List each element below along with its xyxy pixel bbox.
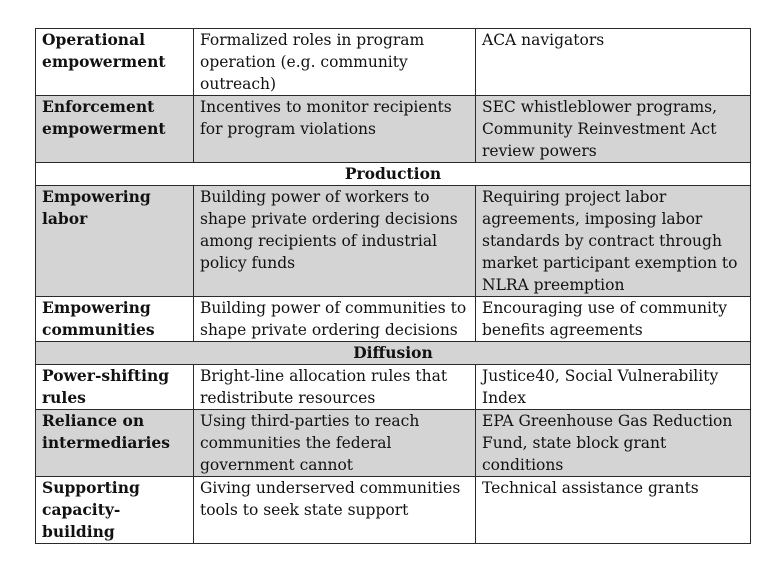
mechanism-cell [36, 29, 194, 96]
section-title: Diffusion [36, 342, 751, 365]
mechanism-label-display: Empowering labor [42, 187, 151, 228]
table-row [36, 410, 751, 477]
examples-cell: Technical assistance grants [476, 477, 751, 544]
mechanism-label-display: Supporting capacity- building [42, 478, 140, 541]
description-cell: Building power of workers to shape private ordering decisions among recipients of industrial policy funds [194, 186, 476, 297]
description-cell: Giving underserved communities tools to seek state support [194, 477, 476, 544]
mechanism-cell [36, 477, 194, 544]
examples-cell: Justice40, Social Vulnerability Index [476, 365, 751, 410]
description-cell: Using third-parties to reach communities the federal government cannot [194, 410, 476, 477]
examples-cell: SEC whistleblower programs, Community Reinvestment Act review powers [476, 96, 751, 163]
mechanism-cell [36, 410, 194, 477]
table-row [36, 96, 751, 163]
mechanism-label-display: Empowering communities [42, 298, 155, 339]
policy-table [35, 28, 751, 544]
mechanism-label-display: Enforcement empowerment [42, 97, 166, 138]
description-cell: Bright-line allocation rules that redistribute resources [194, 365, 476, 410]
description-cell: Incentives to monitor recipients for program violations [194, 96, 476, 163]
table-row [36, 186, 751, 297]
mechanism-cell [36, 365, 194, 410]
examples-cell: ACA navigators [476, 29, 751, 96]
mechanism-label-display: Operational empowerment [42, 30, 166, 71]
examples-cell: EPA Greenhouse Gas Reduction Fund, state block grant conditions [476, 410, 751, 477]
mechanism-label-display: Reliance on intermediaries [42, 411, 171, 452]
table-row [36, 297, 751, 342]
policy-table-body [36, 29, 751, 544]
examples-cell: Encouraging use of community benefits agreements [476, 297, 751, 342]
mechanism-label-display: Power-shifting rules [42, 366, 170, 407]
table-row [36, 29, 751, 96]
description-cell: Formalized roles in program operation (e.g. community outreach) [194, 29, 476, 96]
mechanism-cell [36, 186, 194, 297]
examples-cell: Requiring project labor agreements, imposing labor standards by contract through market participant exemption to NLRA preemption [476, 186, 751, 297]
description-cell: Building power of communities to shape private ordering decisions [194, 297, 476, 342]
table-row [36, 365, 751, 410]
table-row [36, 477, 751, 544]
section-row [36, 342, 751, 365]
section-title: Production [36, 163, 751, 186]
mechanism-cell [36, 297, 194, 342]
mechanism-cell [36, 96, 194, 163]
section-row [36, 163, 751, 186]
